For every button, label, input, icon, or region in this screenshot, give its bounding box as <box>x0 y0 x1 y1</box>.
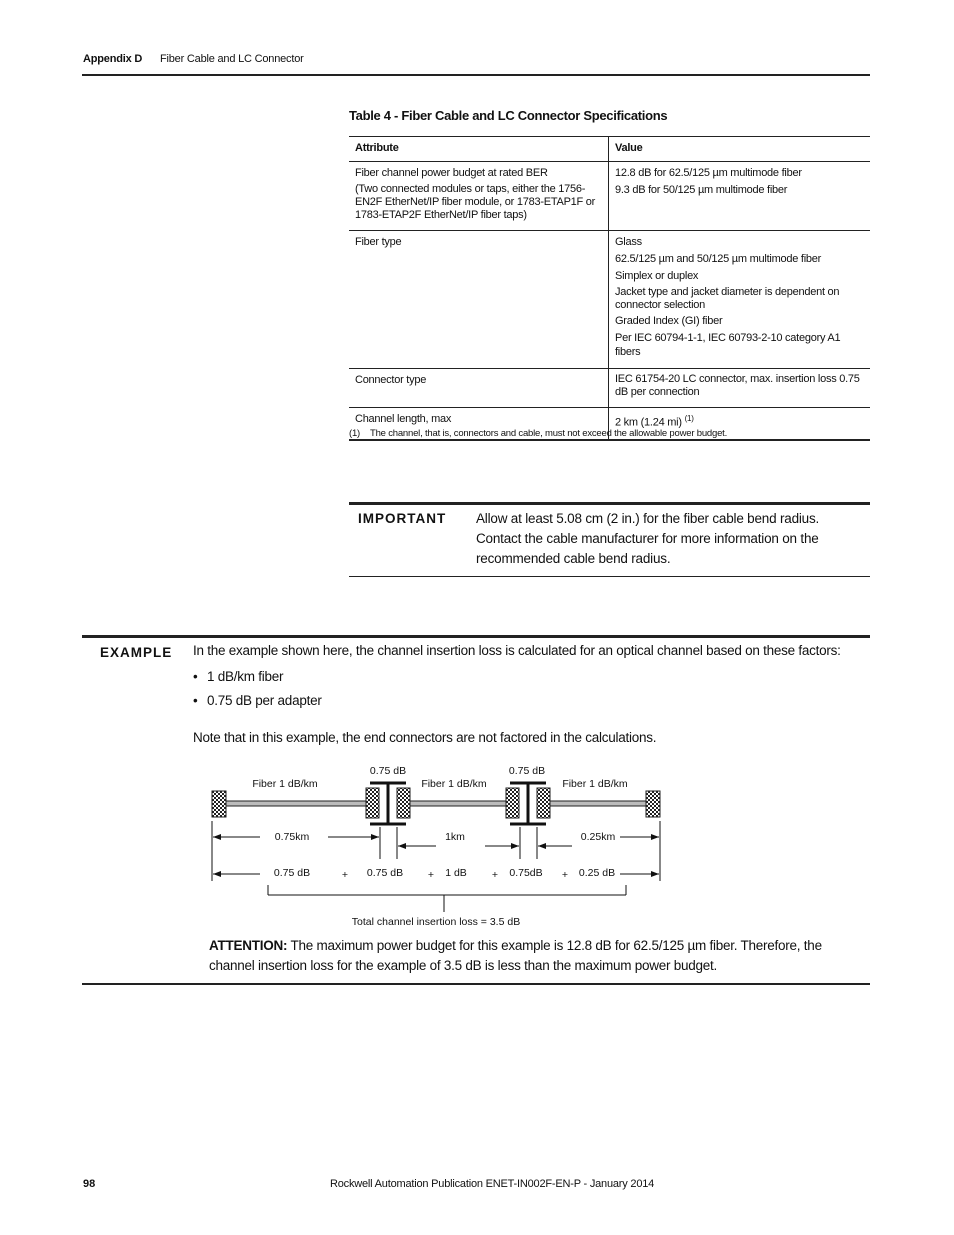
footnote-reference[interactable]: (1) <box>684 414 694 423</box>
example-intro: In the example shown here, the channel insertion loss is calculated for an optical channel based on these factors: <box>193 643 841 658</box>
fiber-channel-diagram <box>200 755 670 935</box>
end-connector-icon <box>646 791 660 817</box>
length-label: 0.75km <box>274 831 310 843</box>
cell-line: Channel length, max <box>355 413 452 425</box>
attention-note <box>209 936 849 976</box>
loss-value: 0.75 dB <box>273 867 311 879</box>
table-cell-attribute <box>349 231 609 369</box>
example-top-rule <box>82 635 870 638</box>
important-text: Allow at least 5.08 cm (2 in.) for the fiber cable bend radius. Contact the cable manufacturer for more information on the recommended cable bend radius. <box>476 511 820 566</box>
adapter-loss-label: 0.75 dB <box>508 765 546 777</box>
header-section-title: Fiber Cable and LC Connector <box>160 53 304 65</box>
cell-line: Simplex or duplex <box>615 270 699 282</box>
list-item <box>193 669 283 684</box>
table-row <box>349 162 870 231</box>
adapter-icon <box>366 783 410 824</box>
footnote-text: The channel, that is, connectors and cable, must not exceed the allowable power budget. <box>370 428 728 439</box>
cell-line: Glass <box>615 236 642 248</box>
cell-line: 12.8 dB for 62.5/125 µm multimode fiber <box>615 167 802 179</box>
example-label: EXAMPLE <box>100 645 173 660</box>
cell-line <box>615 412 864 430</box>
table-cell-value <box>609 369 871 408</box>
bullet-icon: • <box>193 669 198 684</box>
table-row <box>349 231 870 369</box>
attention-text: The maximum power budget for this example is 12.8 dB for 62.5/125 µm fiber. Therefore, the channel insertion loss for the example of 3.5 dB is less than the maximum power budget. <box>209 938 822 973</box>
table-cell-attribute <box>349 369 609 408</box>
length-label: 1km <box>445 831 465 843</box>
sum-bracket <box>268 885 626 912</box>
table-cell-value <box>609 162 871 231</box>
publication-info: Rockwell Automation Publication ENET-IN002F-EN-P - January 2014 <box>330 1178 655 1190</box>
column-header-value: Value <box>609 137 871 162</box>
cell-line: Connector type <box>355 374 427 386</box>
example-note: Note that in this example, the end connectors are not factored in the calculations. <box>193 730 657 745</box>
total-loss-label: Total channel insertion loss = 3.5 dB <box>351 916 521 928</box>
plus-sign: + <box>561 869 569 881</box>
example-bottom-rule <box>82 983 870 985</box>
spec-table <box>349 136 870 441</box>
plus-sign: + <box>491 869 499 881</box>
footnote-mark: (1) <box>349 428 361 439</box>
adapter-loss-label: 0.75 dB <box>369 765 407 777</box>
loss-value: 0.75dB <box>509 867 543 879</box>
cell-line: Per IEC 60794-1-1, IEC 60793-2-10 category A1 fibers <box>615 332 841 358</box>
table-caption: Table 4 - Fiber Cable and LC Connector Specifications <box>349 108 668 123</box>
header-appendix: Appendix D <box>83 53 143 65</box>
cell-line: IEC 61754-20 LC connector, max. insertion loss 0.75 dB per connection <box>615 373 860 398</box>
table-header-row <box>349 137 870 162</box>
cell-line: 9.3 dB for 50/125 µm multimode fiber <box>615 184 788 196</box>
attention-label: ATTENTION: <box>209 938 288 953</box>
header-rule <box>82 74 870 76</box>
bullet-icon: • <box>193 693 198 708</box>
column-header-attribute: Attribute <box>349 137 609 162</box>
bullet-text: 1 dB/km fiber <box>207 669 284 684</box>
fiber-label: Fiber 1 dB/km <box>252 778 318 790</box>
loss-value: 1 dB <box>445 867 467 879</box>
cell-line: Fiber type <box>355 236 402 248</box>
important-top-rule <box>349 502 870 505</box>
fiber-label: Fiber 1 dB/km <box>562 778 628 790</box>
page-number: 98 <box>83 1178 96 1190</box>
adapter-icon <box>506 783 550 824</box>
important-bottom-rule <box>349 576 870 577</box>
fiber-label: Fiber 1 dB/km <box>421 778 487 790</box>
cell-line: Graded Index (GI) fiber <box>615 315 723 327</box>
table-row <box>349 369 870 408</box>
cell-line: 62.5/125 µm and 50/125 µm multimode fiber <box>615 253 822 265</box>
channel-length-value: 2 km (1.24 mi) <box>615 416 682 429</box>
plus-sign: + <box>341 869 349 881</box>
end-connector-icon <box>212 791 226 817</box>
fiber-cable <box>226 801 646 806</box>
bullet-text: 0.75 dB per adapter <box>207 693 322 708</box>
list-item <box>193 693 322 708</box>
loss-value: 0.75 dB <box>366 867 404 879</box>
important-label: IMPORTANT <box>358 511 447 526</box>
length-label: 0.25km <box>580 831 616 843</box>
plus-sign: + <box>427 869 435 881</box>
cell-line: Fiber channel power budget at rated BER <box>355 167 548 179</box>
table-cell-attribute <box>349 162 609 231</box>
loss-value: 0.25 dB <box>578 867 616 879</box>
table-cell-value <box>609 231 871 369</box>
cell-line: Jacket type and jacket diameter is dependent on connector selection <box>615 286 840 311</box>
table-footnote <box>349 428 727 439</box>
cell-line: (Two connected modules or taps, either the 1756-EN2F EtherNet/IP fiber module, or 1783-ETAP1F or 1783-ETAP2F EtherNet/IP fiber taps) <box>355 183 596 221</box>
